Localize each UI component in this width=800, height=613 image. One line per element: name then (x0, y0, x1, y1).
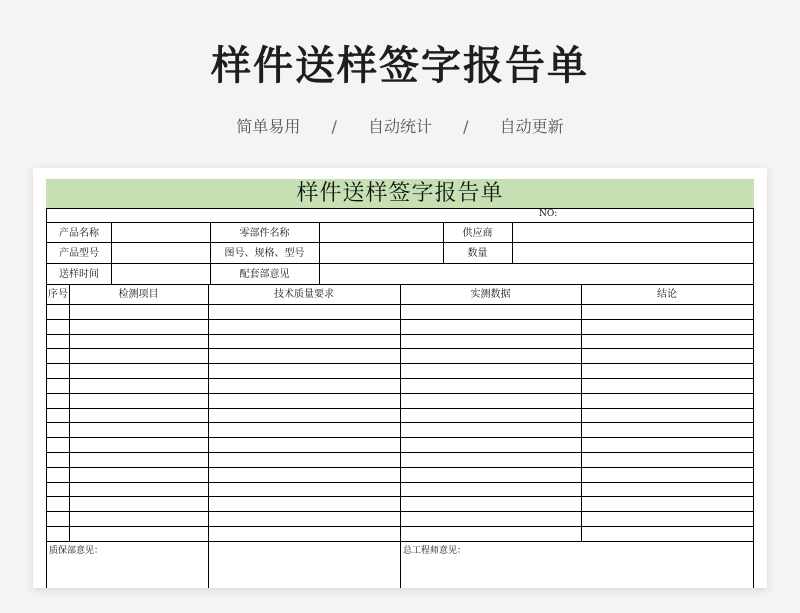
info-row (46, 243, 754, 264)
info-row (46, 264, 754, 285)
column-line (400, 285, 401, 588)
info-row (46, 222, 754, 243)
column-line (208, 285, 209, 588)
info-label: 供应商 (462, 228, 493, 239)
report-form (46, 179, 754, 588)
column-header: 实测数据 (470, 289, 511, 300)
info-label: 零部件名称 (239, 228, 290, 239)
column-header: 检测项目 (118, 289, 159, 300)
column-header: 序号 (48, 289, 68, 300)
column-line (69, 285, 70, 541)
info-label: 产品型号 (59, 248, 99, 259)
column-header: 技术质量要求 (274, 289, 334, 300)
inspection-table (46, 285, 754, 588)
feature-update: 自动更新 (499, 117, 564, 136)
separator: / (463, 117, 469, 136)
number-row (46, 208, 754, 222)
info-label: 送样时间 (59, 269, 99, 280)
feature-tagline (0, 114, 800, 137)
info-label: 图号、规格、型号 (224, 248, 305, 259)
info-label: 配套部意见 (239, 269, 290, 280)
feature-easy: 简单易用 (236, 117, 301, 136)
qa-opinion-label: 质保部意见： (49, 545, 104, 556)
info-label: 产品名称 (59, 228, 99, 239)
column-header: 结论 (657, 289, 677, 300)
page-title: 样件送样签字报告单 (211, 43, 589, 89)
feature-stats: 自动统计 (367, 117, 432, 136)
spreadsheet-preview (33, 168, 767, 588)
chief-engineer-opinion-label: 总工程师意见： (403, 545, 467, 556)
number-label: NO: (539, 209, 558, 219)
column-line (581, 285, 582, 541)
separator: / (331, 117, 337, 136)
info-label: 数量 (467, 248, 488, 259)
form-title: 样件送样签字报告单 (46, 179, 754, 209)
